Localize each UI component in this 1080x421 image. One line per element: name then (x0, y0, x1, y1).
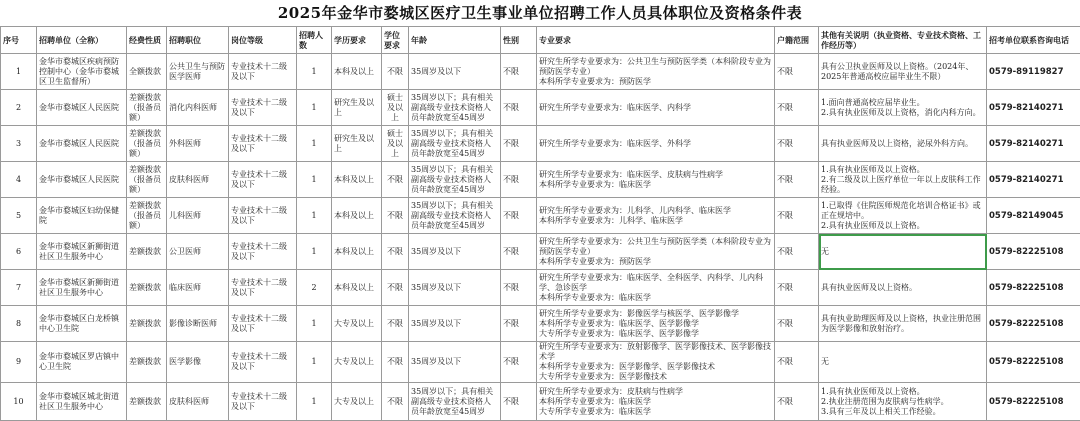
cell-phone[interactable]: 0579-82225108 (987, 306, 1080, 342)
header-col-major[interactable]: 专业要求 (537, 27, 775, 54)
cell-notes[interactable] (819, 90, 987, 126)
cell-unit[interactable]: 金华市婺城区城北街道社区卫生服务中心 (37, 383, 127, 421)
cell-count[interactable]: 1 (297, 342, 332, 383)
cell-position[interactable]: 影像诊断医师 (167, 306, 229, 342)
table-row (1, 90, 1080, 126)
cell-count[interactable]: 1 (297, 198, 332, 234)
cell-notes[interactable] (819, 306, 987, 342)
cell-count[interactable]: 1 (297, 90, 332, 126)
cell-no[interactable]: 1 (1, 54, 37, 90)
cell-hukou[interactable]: 不限 (775, 342, 819, 383)
cell-age[interactable]: 35周岁以下；具有相关副高级专业技术资格人员年龄放宽至45周岁 (409, 126, 501, 162)
cell-no[interactable]: 7 (1, 270, 37, 306)
cell-degree[interactable]: 不限 (382, 198, 409, 234)
cell-grade[interactable]: 专业技术十二级及以下 (229, 342, 297, 383)
cell-line: 本科所学专业要求为：临床医学 (539, 397, 772, 407)
cell-position[interactable]: 公共卫生与预防医学医师 (167, 54, 229, 90)
cell-position[interactable]: 医学影像 (167, 342, 229, 383)
cell-no[interactable]: 6 (1, 234, 37, 270)
cell-edu[interactable]: 研究生及以上 (332, 90, 382, 126)
table-row (1, 234, 1080, 270)
cell-degree[interactable]: 不限 (382, 383, 409, 421)
cell-major[interactable] (537, 342, 775, 383)
cell-major[interactable] (537, 270, 775, 306)
cell-hukou[interactable]: 不限 (775, 234, 819, 270)
cell-line: 无 (821, 357, 984, 367)
cell-degree[interactable]: 硕士及以上 (382, 126, 409, 162)
cell-age[interactable]: 35周岁及以下 (409, 342, 501, 383)
header-row (1, 27, 1080, 54)
cell-notes[interactable] (819, 126, 987, 162)
table-row (1, 162, 1080, 198)
cell-hukou[interactable]: 不限 (775, 162, 819, 198)
header-col-count[interactable]: 招聘人数 (297, 27, 332, 54)
cell-line: 本科所学专业要求为：预防医学 (539, 77, 772, 87)
cell-position[interactable]: 公卫医师 (167, 234, 229, 270)
cell-notes[interactable] (819, 198, 987, 234)
cell-edu[interactable]: 本科及以上 (332, 270, 382, 306)
cell-phone[interactable]: 0579-82149045 (987, 198, 1080, 234)
cell-edu[interactable]: 研究生及以上 (332, 126, 382, 162)
cell-line: 本科所学专业要求为：预防医学 (539, 257, 772, 267)
cell-line: 本科所学专业要求为：医学影像学、医学影像技术 (539, 362, 772, 372)
cell-degree[interactable]: 不限 (382, 54, 409, 90)
cell-notes[interactable] (819, 342, 987, 383)
cell-line: 研究生所学专业要求为：临床医学、皮肤病与性病学 (539, 170, 772, 180)
header-col-no[interactable]: 序号 (1, 27, 37, 54)
cell-notes[interactable] (819, 162, 987, 198)
cell-funding[interactable]: 差额拨款 (127, 234, 167, 270)
table-row (1, 270, 1080, 306)
cell-grade[interactable]: 专业技术十二级及以下 (229, 383, 297, 421)
cell-unit[interactable]: 金华市婺城区妇幼保健院 (37, 198, 127, 234)
header-col-position[interactable]: 招聘职位 (167, 27, 229, 54)
cell-notes[interactable] (819, 270, 987, 306)
cell-phone[interactable]: 0579-82140271 (987, 90, 1080, 126)
cell-hukou[interactable]: 不限 (775, 270, 819, 306)
header-col-hukou[interactable]: 户籍范围 (775, 27, 819, 54)
cell-unit[interactable]: 金华市婺城区人民医院 (37, 126, 127, 162)
header-col-grade[interactable]: 岗位等级 (229, 27, 297, 54)
cell-count[interactable]: 1 (297, 306, 332, 342)
table-row (1, 54, 1080, 90)
cell-line: 2.执业注册范围为皮肤病与性病学。 (821, 397, 984, 407)
cell-age[interactable]: 35周岁以下；具有相关副高级专业技术资格人员年龄放宽至45周岁 (409, 198, 501, 234)
cell-line: 1.具有执业医师及以上资格。 (821, 387, 984, 397)
cell-notes[interactable] (819, 54, 987, 90)
cell-grade[interactable]: 专业技术十二级及以下 (229, 198, 297, 234)
cell-gender[interactable]: 不限 (501, 126, 537, 162)
cell-major[interactable] (537, 306, 775, 342)
page-title: 2025年金华市婺城区医疗卫生事业单位招聘工作人员具体职位及资格条件表 (0, 0, 1080, 26)
cell-position[interactable]: 临床医师 (167, 270, 229, 306)
header-col-funding[interactable]: 经费性质 (127, 27, 167, 54)
cell-major[interactable] (537, 90, 775, 126)
cell-degree[interactable]: 硕士及以上 (382, 90, 409, 126)
cell-line: 1.面向普通高校应届毕业生。 (821, 98, 984, 108)
cell-position[interactable]: 外科医师 (167, 126, 229, 162)
cell-notes[interactable] (819, 234, 987, 270)
cell-phone[interactable]: 0579-82225108 (987, 270, 1080, 306)
cell-gender[interactable]: 不限 (501, 383, 537, 421)
positions-table (0, 26, 1080, 421)
cell-age[interactable]: 35周岁及以下 (409, 270, 501, 306)
cell-major[interactable] (537, 162, 775, 198)
cell-line: 研究生所学专业要求为：公共卫生与预防医学类（本科阶段专业为预防医学专业） (539, 57, 772, 77)
cell-grade[interactable]: 专业技术十二级及以下 (229, 270, 297, 306)
cell-edu[interactable]: 本科及以上 (332, 198, 382, 234)
header-col-education[interactable]: 学历要求 (332, 27, 382, 54)
cell-line: 大专所学专业要求为：医学影像技术 (539, 372, 772, 382)
cell-line: 2.具有执业医师及以上资格。 (821, 221, 984, 231)
cell-line: 研究生所学专业要求为：临床医学、内科学 (539, 103, 772, 113)
cell-funding[interactable]: 差额拨款 (127, 342, 167, 383)
cell-major[interactable] (537, 383, 775, 421)
cell-age[interactable]: 35周岁以下；具有相关副高级专业技术资格人员年龄放宽至45周岁 (409, 90, 501, 126)
cell-line: 研究生所学专业要求为：临床医学、全科医学、内科学、儿内科学、急诊医学 (539, 273, 772, 293)
cell-unit[interactable]: 金华市婺城区新狮街道社区卫生服务中心 (37, 270, 127, 306)
cell-grade[interactable]: 专业技术十二级及以下 (229, 90, 297, 126)
cell-gender[interactable]: 不限 (501, 90, 537, 126)
cell-age[interactable]: 35周岁以下；具有相关副高级专业技术资格人员年龄放宽至45周岁 (409, 383, 501, 421)
cell-edu[interactable]: 大专及以上 (332, 383, 382, 421)
cell-degree[interactable]: 不限 (382, 342, 409, 383)
cell-line: 具有执业医师及以上资格。 (821, 283, 984, 293)
cell-hukou[interactable]: 不限 (775, 306, 819, 342)
cell-hukou[interactable]: 不限 (775, 383, 819, 421)
cell-age[interactable]: 35周岁及以下 (409, 306, 501, 342)
cell-line: 1.已取得《住院医师规范化培训合格证书》或正在规培中。 (821, 201, 984, 221)
cell-hukou[interactable]: 不限 (775, 198, 819, 234)
cell-line: 无 (821, 247, 984, 257)
header-col-degree[interactable]: 学位要求 (382, 27, 409, 54)
cell-grade[interactable]: 专业技术十二级及以下 (229, 234, 297, 270)
header-col-phone[interactable]: 招考单位联系咨询电话 (987, 27, 1080, 54)
cell-funding[interactable]: 差额拨款（报备员额） (127, 90, 167, 126)
cell-position[interactable]: 皮肤科医师 (167, 162, 229, 198)
table-row (1, 306, 1080, 342)
cell-line: 大专所学专业要求为：临床医学 (539, 407, 772, 417)
cell-grade[interactable]: 专业技术十二级及以下 (229, 306, 297, 342)
cell-gender[interactable]: 不限 (501, 342, 537, 383)
cell-no[interactable]: 10 (1, 383, 37, 421)
cell-line: 研究生所学专业要求为：临床医学、外科学 (539, 139, 772, 149)
cell-funding[interactable]: 差额拨款 (127, 306, 167, 342)
cell-funding[interactable]: 差额拨款 (127, 270, 167, 306)
cell-no[interactable]: 8 (1, 306, 37, 342)
table-row (1, 126, 1080, 162)
cell-line: 2.有二级及以上医疗单位一年以上皮肤科工作经验。 (821, 175, 984, 195)
cell-no[interactable]: 5 (1, 198, 37, 234)
cell-major[interactable] (537, 126, 775, 162)
cell-grade[interactable]: 专业技术十二级及以下 (229, 54, 297, 90)
cell-unit[interactable]: 金华市婺城区人民医院 (37, 162, 127, 198)
cell-unit[interactable]: 金华市婺城区白龙桥镇中心卫生院 (37, 306, 127, 342)
cell-no[interactable]: 9 (1, 342, 37, 383)
cell-no[interactable]: 2 (1, 90, 37, 126)
cell-gender[interactable]: 不限 (501, 234, 537, 270)
cell-edu[interactable]: 本科及以上 (332, 234, 382, 270)
header-col-gender[interactable]: 性别 (501, 27, 537, 54)
cell-no[interactable]: 4 (1, 162, 37, 198)
cell-line: 2.具有执业医师及以上资格，消化内科方向。 (821, 108, 984, 118)
cell-edu[interactable]: 大专及以上 (332, 342, 382, 383)
header-col-unit[interactable]: 招聘单位（全称） (37, 27, 127, 54)
cell-line: 本科所学专业要求为：临床医学、医学影像学 (539, 319, 772, 329)
cell-phone[interactable]: 0579-82225108 (987, 342, 1080, 383)
cell-funding[interactable]: 差额拨款（报备员额） (127, 198, 167, 234)
cell-funding[interactable]: 全额拨款 (127, 54, 167, 90)
cell-unit[interactable]: 金华市婺城区疾病预防控制中心（金华市婺城区卫生监督所） (37, 54, 127, 90)
cell-degree[interactable]: 不限 (382, 270, 409, 306)
cell-age[interactable]: 35周岁及以下 (409, 234, 501, 270)
cell-line: 研究生所学专业要求为：影像医学与核医学、医学影像学 (539, 309, 772, 319)
cell-phone[interactable]: 0579-82225108 (987, 383, 1080, 421)
cell-line: 具有公卫执业医师及以上资格。（2024年、2025年普通高校应届毕业生不限） (821, 62, 984, 82)
cell-line: 3.具有三年及以上相关工作经验。 (821, 407, 984, 417)
cell-phone[interactable]: 0579-89119827 (987, 54, 1080, 90)
cell-unit[interactable]: 金华市婺城区新狮街道社区卫生服务中心 (37, 234, 127, 270)
cell-position[interactable]: 皮肤科医师 (167, 383, 229, 421)
cell-count[interactable]: 1 (297, 54, 332, 90)
cell-funding[interactable]: 差额拨款 (127, 383, 167, 421)
cell-count[interactable]: 1 (297, 234, 332, 270)
cell-gender[interactable]: 不限 (501, 270, 537, 306)
cell-line: 研究生所学专业要求为：皮肤病与性病学 (539, 387, 772, 397)
cell-line: 研究生所学专业要求为：公共卫生与预防医学类（本科阶段专业为预防医学专业） (539, 237, 772, 257)
cell-phone[interactable]: 0579-82140271 (987, 126, 1080, 162)
cell-grade[interactable]: 专业技术十二级及以下 (229, 162, 297, 198)
cell-hukou[interactable]: 不限 (775, 54, 819, 90)
cell-unit[interactable]: 金华市婺城区人民医院 (37, 90, 127, 126)
cell-notes[interactable] (819, 383, 987, 421)
table-row (1, 383, 1080, 421)
table-row (1, 342, 1080, 383)
cell-edu[interactable]: 本科及以上 (332, 162, 382, 198)
cell-major[interactable] (537, 198, 775, 234)
cell-count[interactable]: 1 (297, 126, 332, 162)
cell-line: 研究生所学专业要求为：放射影像学、医学影像技术、医学影像技术学 (539, 342, 772, 362)
cell-count[interactable]: 2 (297, 270, 332, 306)
cell-gender[interactable]: 不限 (501, 198, 537, 234)
cell-major[interactable] (537, 54, 775, 90)
cell-funding[interactable]: 差额拨款（报备员额） (127, 126, 167, 162)
cell-no[interactable]: 3 (1, 126, 37, 162)
table-body (1, 54, 1080, 421)
cell-line: 大专所学专业要求为：临床医学、医学影像学 (539, 329, 772, 339)
cell-gender[interactable]: 不限 (501, 162, 537, 198)
cell-hukou[interactable]: 不限 (775, 126, 819, 162)
cell-line: 1.具有执业医师及以上资格。 (821, 165, 984, 175)
cell-gender[interactable]: 不限 (501, 54, 537, 90)
cell-edu[interactable]: 大专及以上 (332, 306, 382, 342)
cell-degree[interactable]: 不限 (382, 306, 409, 342)
header-col-age[interactable]: 年龄 (409, 27, 501, 54)
cell-line: 本科所学专业要求为：临床医学 (539, 180, 772, 190)
cell-grade[interactable]: 专业技术十二级及以下 (229, 126, 297, 162)
cell-edu[interactable]: 本科及以上 (332, 54, 382, 90)
cell-line: 本科所学专业要求为：临床医学 (539, 293, 772, 303)
cell-position[interactable]: 消化内科医师 (167, 90, 229, 126)
cell-phone[interactable]: 0579-82225108 (987, 234, 1080, 270)
cell-phone[interactable]: 0579-82140271 (987, 162, 1080, 198)
cell-degree[interactable]: 不限 (382, 162, 409, 198)
cell-age[interactable]: 35周岁及以下 (409, 54, 501, 90)
cell-position[interactable]: 儿科医师 (167, 198, 229, 234)
cell-gender[interactable]: 不限 (501, 306, 537, 342)
cell-count[interactable]: 1 (297, 162, 332, 198)
cell-hukou[interactable]: 不限 (775, 90, 819, 126)
cell-line: 具有执业医师及以上资格，泌尿外科方向。 (821, 139, 984, 149)
cell-unit[interactable]: 金华市婺城区罗店镇中心卫生院 (37, 342, 127, 383)
cell-funding[interactable]: 差额拨款（报备员额） (127, 162, 167, 198)
cell-line: 研究生所学专业要求为：儿科学、儿内科学、临床医学 (539, 206, 772, 216)
cell-degree[interactable]: 不限 (382, 234, 409, 270)
cell-major[interactable] (537, 234, 775, 270)
cell-count[interactable]: 1 (297, 383, 332, 421)
cell-line: 具有执业助理医师及以上资格，执业注册范围为医学影像和放射治疗。 (821, 314, 984, 334)
table-row (1, 198, 1080, 234)
header-col-notes[interactable]: 其他有关说明（执业资格、专业技术资格、工作经历等） (819, 27, 987, 54)
cell-age[interactable]: 35周岁以下；具有相关副高级专业技术资格人员年龄放宽至45周岁 (409, 162, 501, 198)
cell-line: 本科所学专业要求为：儿科学、临床医学 (539, 216, 772, 226)
